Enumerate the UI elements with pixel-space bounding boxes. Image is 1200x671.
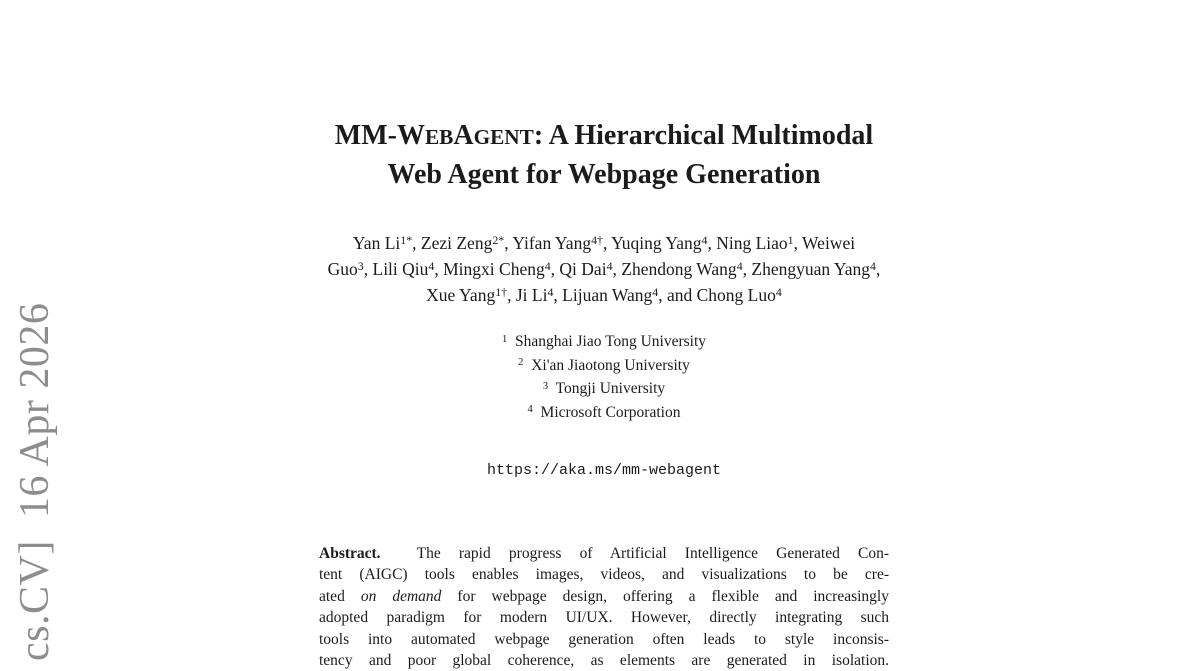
author-line-2: Guo$^3$, Lili Qiu$^4$, Mingxi Cheng$^4$, Qi Dai$^4$, Zhendong Wang$^4$, Zhengyuan Yang$^4$, [327, 259, 881, 279]
author-list [274, 231, 934, 309]
affiliation-2: $^2$ Xi'an Jiaotong University [518, 356, 690, 374]
project-url-link[interactable]: https://aka.ms/mm-webagent [486, 462, 722, 479]
abstract-line-1: Abstract. The rapid progress of Artificial Intelligence Generated Con- [319, 545, 889, 562]
abstract-section [319, 543, 889, 671]
abstract-line-2: tent (AIGC) tools enables images, videos, and visualizations to be cre- [319, 566, 889, 584]
abstract-line-6: tency and poor global coherence, as elements are generated in isolation. [319, 652, 889, 670]
affiliation-list [274, 331, 934, 425]
abstract-line-3: ated on demand for webpage design, offering a flexible and increasingly [319, 587, 889, 605]
affiliation-4: $^4$ Microsoft Corporation [527, 403, 681, 421]
affiliation-3: $^3$ Tongji University [542, 380, 666, 397]
author-line-3: Xue Yang$^{1\dagger}$, Ji Li$^4$, Lijuan Wang$^4$, and Chong Luo$^4$ [426, 285, 782, 305]
abstract-line-4: adopted paradigm for modern UI/UX. However, directly integrating such [319, 609, 889, 627]
affiliation-1: $^1$ Shanghai Jiao Tong University [501, 333, 707, 350]
paper-title [274, 117, 934, 193]
arxiv-stamp: cs.CV] 16 Apr 2026 [12, 302, 58, 661]
title-line-2: Web Agent for Webpage Generation [387, 159, 821, 190]
title-line-1: MM-WEBAGENT: A Hierarchical Multimodal [334, 120, 874, 151]
abstract-line-5: tools into automated webpage generation often leads to style inconsis- [319, 630, 889, 648]
author-line-1: Yan $Li^{1*}$, Zezi Zeng$^{2*}$, Yifan Yang$^{4\dagger}$, Yuqing Yang$^4$, Ning Liao$^1$, Weiwei [352, 233, 856, 253]
paper-content-column [274, 0, 934, 671]
